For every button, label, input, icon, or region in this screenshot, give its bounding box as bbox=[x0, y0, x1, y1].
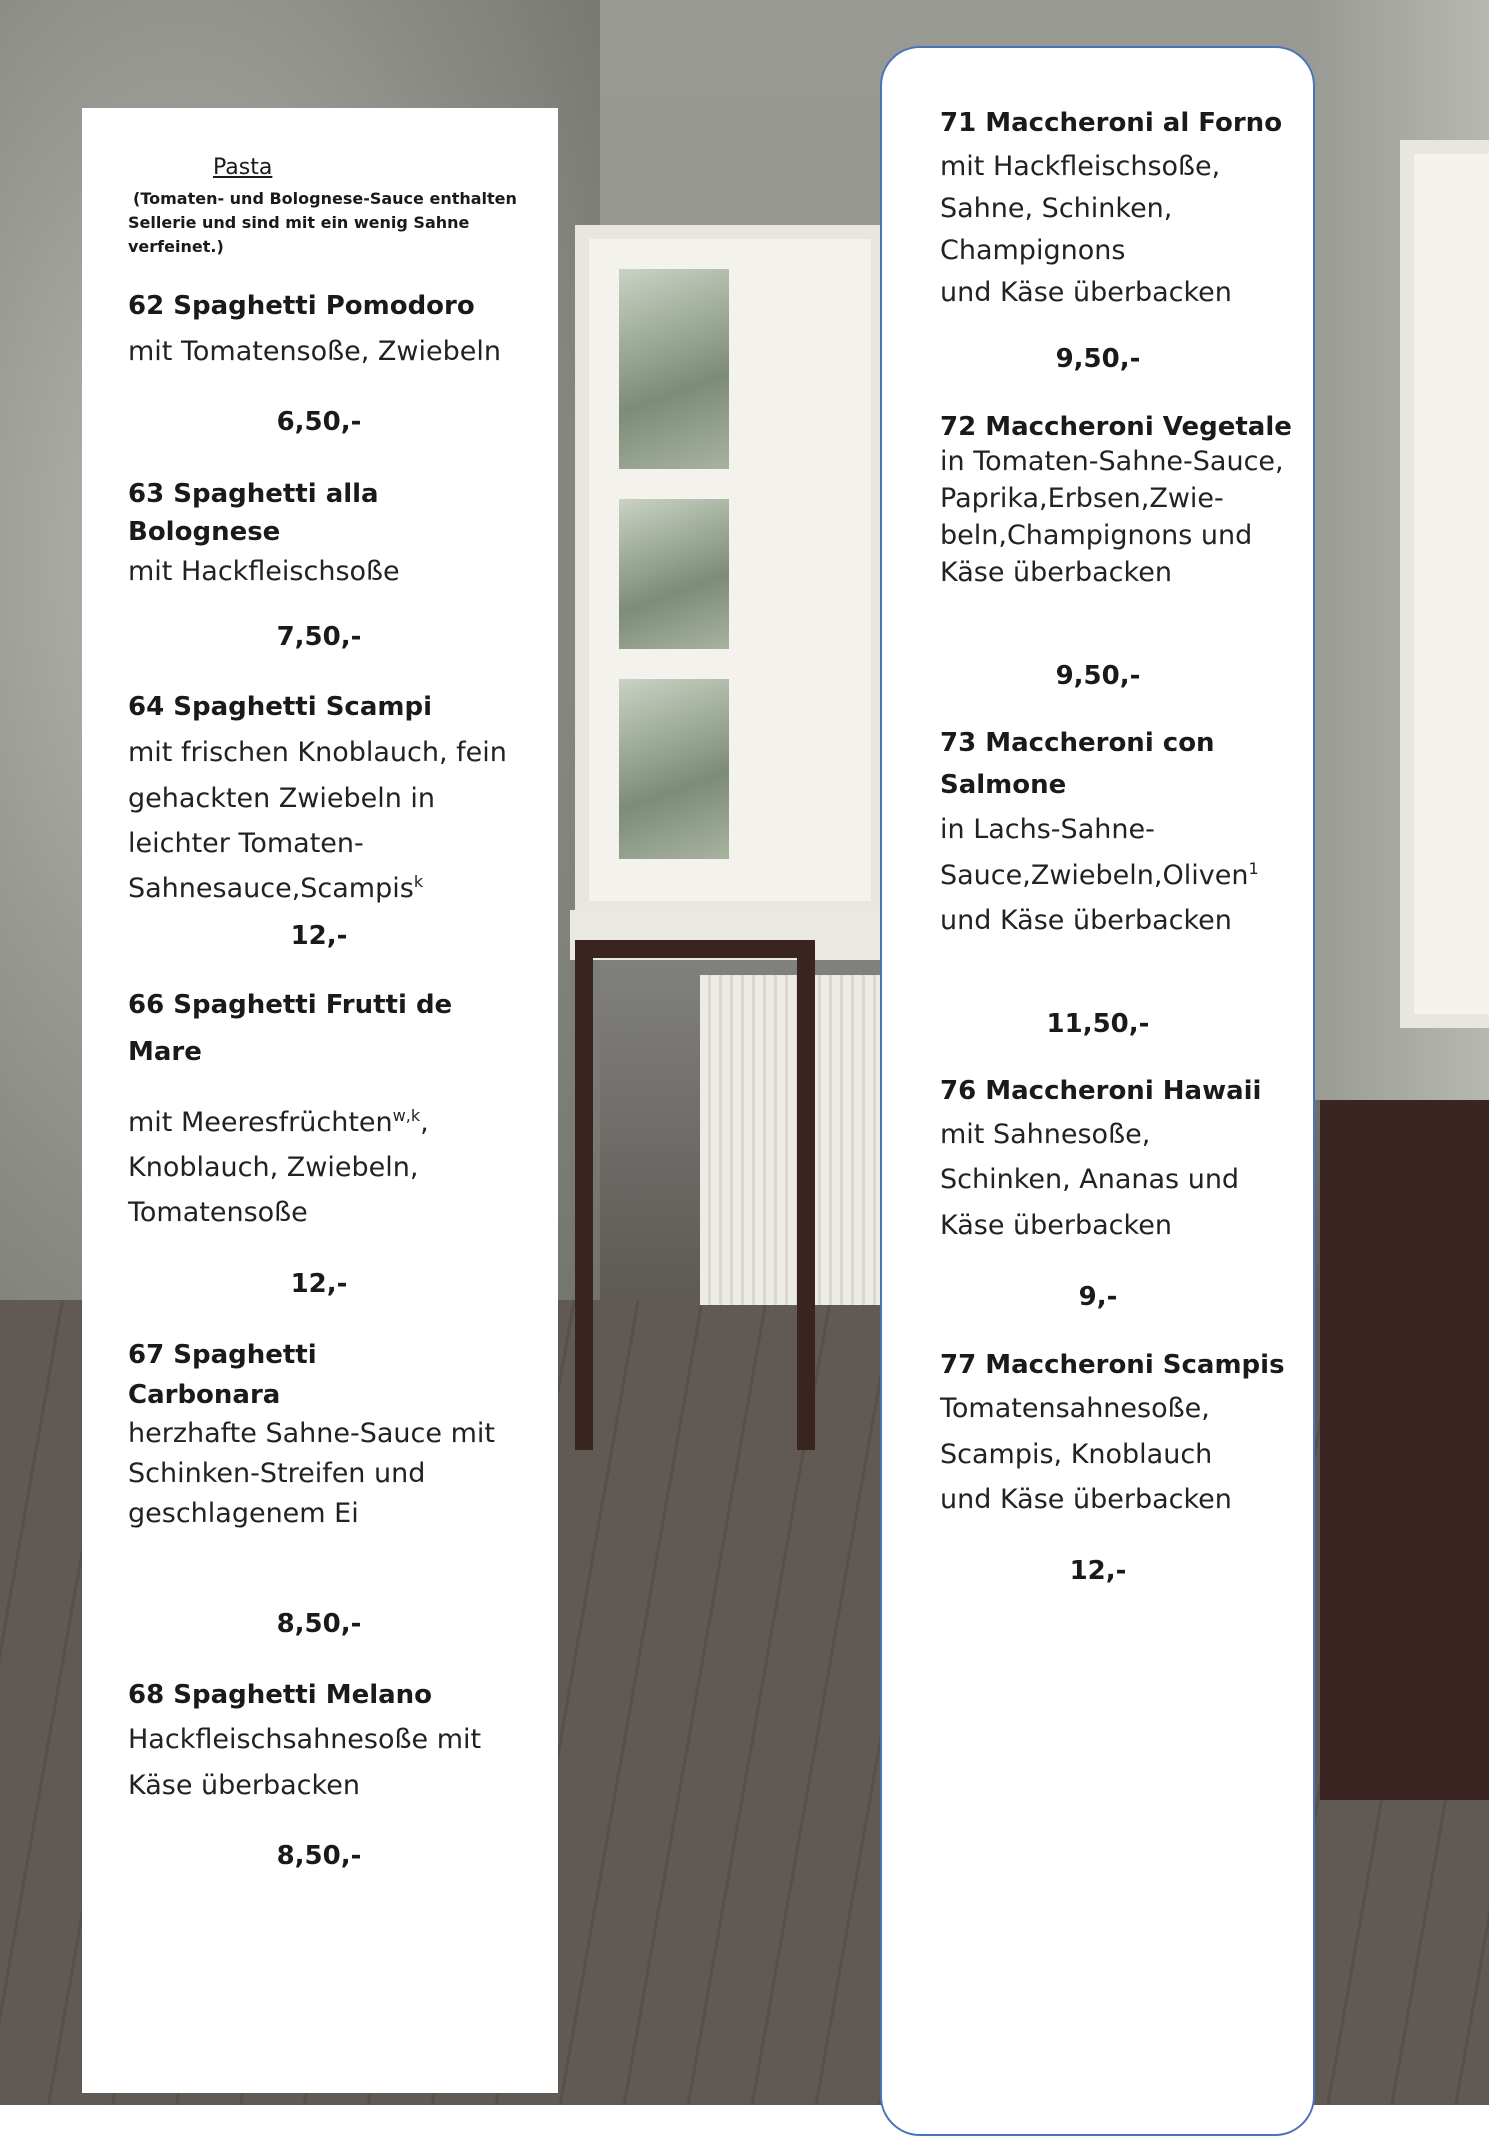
item-66-price: 12,- bbox=[290, 1269, 348, 1299]
item-72-desc-1: in Tomaten-Sahne-Sauce, bbox=[940, 446, 1284, 477]
item-72-desc-3: beln,Champignons und bbox=[940, 520, 1253, 551]
item-77-desc-3: und Käse überbacken bbox=[940, 1484, 1232, 1515]
item-73-price: 11,50,- bbox=[1046, 1009, 1150, 1039]
item-72-price: 9,50,- bbox=[1055, 661, 1141, 691]
item-63-price: 7,50,- bbox=[276, 622, 362, 652]
item-73-title-2: Salmone bbox=[940, 770, 1067, 800]
item-67-desc-1: herzhafte Sahne-Sauce mit bbox=[128, 1418, 495, 1449]
item-64-allergen-sup: k bbox=[413, 872, 424, 891]
item-77-desc-1: Tomatensahnesoße, bbox=[940, 1393, 1210, 1424]
item-77-price: 12,- bbox=[1069, 1556, 1127, 1586]
item-63-title-1: 63 Spaghetti alla bbox=[128, 479, 379, 509]
item-71-title: 71 Maccheroni al Forno bbox=[940, 108, 1283, 138]
item-76-desc-2: Schinken, Ananas und bbox=[940, 1164, 1240, 1195]
item-66-desc-1-text: mit Meeresfrüchten bbox=[128, 1107, 393, 1138]
item-64-title: 64 Spaghetti Scampi bbox=[128, 692, 432, 722]
item-67-price: 8,50,- bbox=[276, 1609, 362, 1639]
item-68-desc-1: Hackfleischsahnesoße mit bbox=[128, 1724, 482, 1755]
item-67-desc-2: Schinken-Streifen und bbox=[128, 1458, 426, 1489]
item-64-desc-1: mit frischen Knoblauch, fein bbox=[128, 737, 507, 768]
item-73-title-1: 73 Maccheroni con bbox=[940, 728, 1215, 758]
item-63-title-2: Bolognese bbox=[128, 517, 281, 547]
item-67-desc-3: geschlagenem Ei bbox=[128, 1498, 359, 1529]
item-73-desc-1: in Lachs-Sahne- bbox=[940, 814, 1155, 845]
item-71-price: 9,50,- bbox=[1055, 344, 1141, 374]
item-72-desc-4: Käse überbacken bbox=[940, 557, 1172, 588]
section-note-line-3: verfeinet.) bbox=[128, 237, 224, 256]
item-62-desc: mit Tomatensoße, Zwiebeln bbox=[128, 336, 501, 367]
item-64-desc-2: gehackten Zwiebeln in bbox=[128, 783, 436, 814]
item-68-desc-2: Käse überbacken bbox=[128, 1770, 360, 1801]
item-66-desc-3: Tomatensoße bbox=[128, 1197, 308, 1228]
item-71-desc-3: Champignons bbox=[940, 235, 1126, 266]
item-72-desc-2: Paprika,Erbsen,Zwie- bbox=[940, 483, 1224, 514]
item-76-desc-3: Käse überbacken bbox=[940, 1210, 1172, 1241]
item-68-price: 8,50,- bbox=[276, 1841, 362, 1871]
item-67-title-1: 67 Spaghetti bbox=[128, 1340, 317, 1370]
section-note-line-1: (Tomaten- und Bolognese-Sauce enthalten bbox=[133, 189, 517, 208]
item-71-desc-1: mit Hackfleischsoße, bbox=[940, 151, 1221, 182]
item-66-desc-1 bbox=[128, 1100, 429, 1145]
item-73-desc-2-text: Sauce,Zwiebeln,Oliven bbox=[940, 860, 1249, 891]
item-76-title: 76 Maccheroni Hawaii bbox=[940, 1076, 1262, 1106]
item-73-allergen-sup: 1 bbox=[1248, 859, 1259, 878]
item-77-desc-2: Scampis, Knoblauch bbox=[940, 1439, 1213, 1470]
item-64-desc-3: leichter Tomaten- bbox=[128, 828, 364, 859]
item-67-title-2: Carbonara bbox=[128, 1380, 281, 1410]
item-66-desc-1-tail: , bbox=[420, 1107, 429, 1138]
item-71-desc-2: Sahne, Schinken, bbox=[940, 193, 1173, 224]
item-66-desc-2: Knoblauch, Zwiebeln, bbox=[128, 1152, 419, 1183]
item-63-desc: mit Hackfleischsoße bbox=[128, 556, 400, 587]
item-66-title-1: 66 Spaghetti Frutti de bbox=[128, 990, 453, 1020]
item-62-title: 62 Spaghetti Pomodoro bbox=[128, 291, 475, 321]
item-66-title-2: Mare bbox=[128, 1037, 202, 1067]
item-62-price: 6,50,- bbox=[276, 407, 362, 437]
item-73-desc-3: und Käse überbacken bbox=[940, 905, 1232, 936]
item-66-allergen-sup: w,k bbox=[392, 1106, 421, 1125]
item-64-price: 12,- bbox=[290, 921, 348, 951]
item-64-desc-4 bbox=[128, 866, 423, 911]
section-note-line-2: Sellerie und sind mit ein wenig Sahne bbox=[128, 213, 470, 232]
section-title: Pasta bbox=[213, 155, 273, 180]
item-77-title: 77 Maccheroni Scampis bbox=[940, 1350, 1285, 1380]
item-73-desc-2 bbox=[940, 853, 1259, 898]
item-76-price: 9,- bbox=[1078, 1282, 1118, 1312]
item-68-title: 68 Spaghetti Melano bbox=[128, 1680, 433, 1710]
item-76-desc-1: mit Sahnesoße, bbox=[940, 1119, 1151, 1150]
item-72-title: 72 Maccheroni Vegetale bbox=[940, 412, 1292, 442]
item-71-desc-4: und Käse überbacken bbox=[940, 277, 1232, 308]
item-64-desc-4-text: Sahnesauce,Scampis bbox=[128, 873, 414, 904]
